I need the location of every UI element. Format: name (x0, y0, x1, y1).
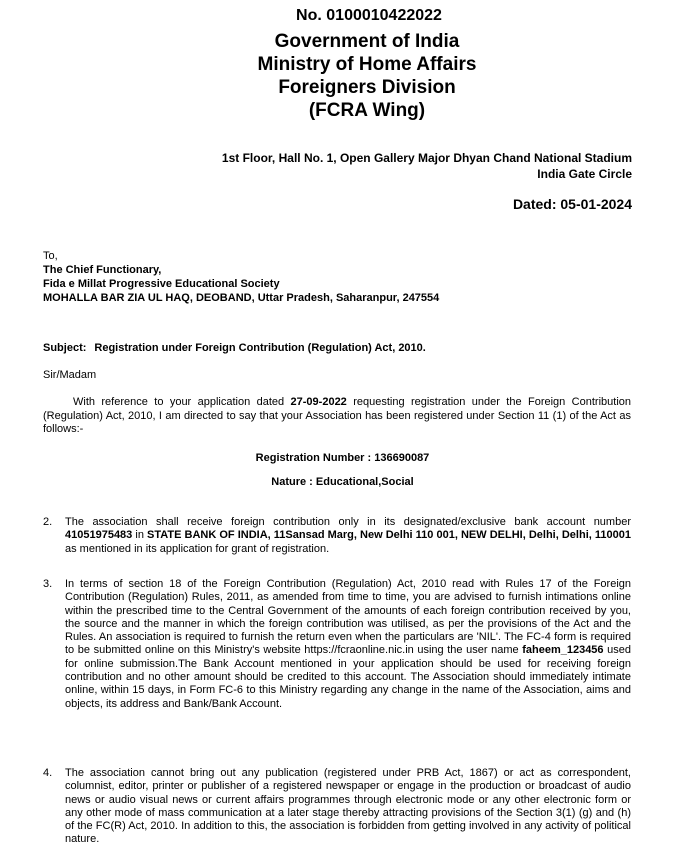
registration-nature: Nature : Educational,Social (271, 476, 414, 488)
clause-2 (43, 516, 631, 556)
application-date: 27-09-2022 (290, 396, 347, 408)
recipient-title: The Chief Functionary, (43, 264, 162, 276)
address-line-2: India Gate Circle (537, 167, 632, 181)
clause-body (65, 578, 631, 711)
letterhead-wing: (FCRA Wing) (308, 100, 426, 121)
letterhead (0, 30, 680, 122)
clause-2-text-3: as mentioned in its application for grant of registration. (65, 542, 330, 555)
recipient-to-label: To, (43, 250, 58, 262)
letterhead-government: Government of India (274, 31, 460, 52)
letterhead-division: Foreigners Division (278, 77, 456, 98)
clause-body (65, 516, 631, 556)
intro-text-1: With reference to your application dated (73, 396, 291, 408)
address-line-1: 1st Floor, Hall No. 1, Open Gallery Major Dhyan Chand National Stadium (221, 151, 632, 165)
bank-account-number: 41051975483 (65, 529, 133, 542)
clause-3-text-1: In terms of section 18 of the Foreign Contribution (Regulation) Act, 2010 read with Rules 17 of the Foreign Contribution (Regulation) Rules, 2011, as amended from time to time, you are advised to furnish intimations online within the prescribed time to the Central Government of the amounts of each foreign contribution received by you, the source and the manner in which the foreign contribution was utilised, as per the provisions of the Act and the Rules. An association is required to furnish the return even when the particulars are 'NIL'. The FC-4 form is required to be submitted online on this Ministry's website https://fcraonline.nic.in using the user name (65, 578, 631, 657)
registration-number: Registration Number : 136690087 (255, 452, 430, 464)
paragraph-intro (43, 396, 631, 437)
salutation: Sir/Madam (43, 369, 97, 381)
subject-line (43, 341, 426, 355)
clause-2-text-1: The association shall receive foreign contribution only in its designated/exclusive bank account number (65, 516, 631, 528)
clause-3 (43, 578, 631, 711)
clause-3-text-2: used for online submission.The Bank Account mentioned in your application should be used for receiving foreign contribution and no other amount should be credited to this account. The Association should immediately intimate online, within 15 days, in Form FC-6 to this Ministry regarding any change in the name of the Association, aims and objects, its address and Bank/Bank Account. (65, 644, 631, 710)
subject-text: Registration under Foreign Contribution (Regulation) Act, 2010. (94, 342, 426, 354)
recipient-address: MOHALLA BAR ZIA UL HAQ, DEOBAND, Uttar Pradesh, Saharanpur, 247554 (43, 292, 440, 304)
office-address (222, 150, 632, 182)
bank-name-address: STATE BANK OF INDIA, 11Sansad Marg, New Delhi 110 001, NEW DELHI, Delhi, Delhi, 110001 (147, 529, 631, 542)
clause-2-text-2: in (132, 529, 148, 542)
recipient-organisation: Fida e Millat Progressive Educational Society (43, 278, 280, 290)
clause-number: 2. (43, 516, 53, 528)
user-name: faheem_123456 (522, 644, 604, 657)
clause-body: The association cannot bring out any publication (registered under PRB Act, 1867) or act as correspondent, columnist, editor, printer or publisher of a registered newspaper or engage in the production or broadcast of audio news or audio visual news or current affairs programmes through electronic mode or any other electronic form or any other mode of mass communication at a later stage thereby attracting provisions of the Section 3(1) (g) and (h) of the FC(R) Act, 2010. In addition to this, the association is forbidden from getting involved in any activity of political nature. (65, 767, 631, 846)
document-number: No. 0100010422022 (296, 7, 442, 24)
intro-text-2: requesting registration under the Foreign Contribution (Regulation) Act, 2010, I am directed to say that your Association has been registered under Section 11 (1) of the Act as follows:- (43, 396, 631, 435)
recipient-block (43, 249, 439, 305)
clause-number: 3. (43, 578, 53, 590)
letter-date: Dated: 05-01-2024 (512, 196, 632, 212)
clause-4 (43, 767, 631, 847)
letterhead-ministry: Ministry of Home Affairs (257, 54, 477, 75)
clause-number: 4. (43, 767, 53, 779)
subject-label: Subject: (43, 342, 87, 354)
